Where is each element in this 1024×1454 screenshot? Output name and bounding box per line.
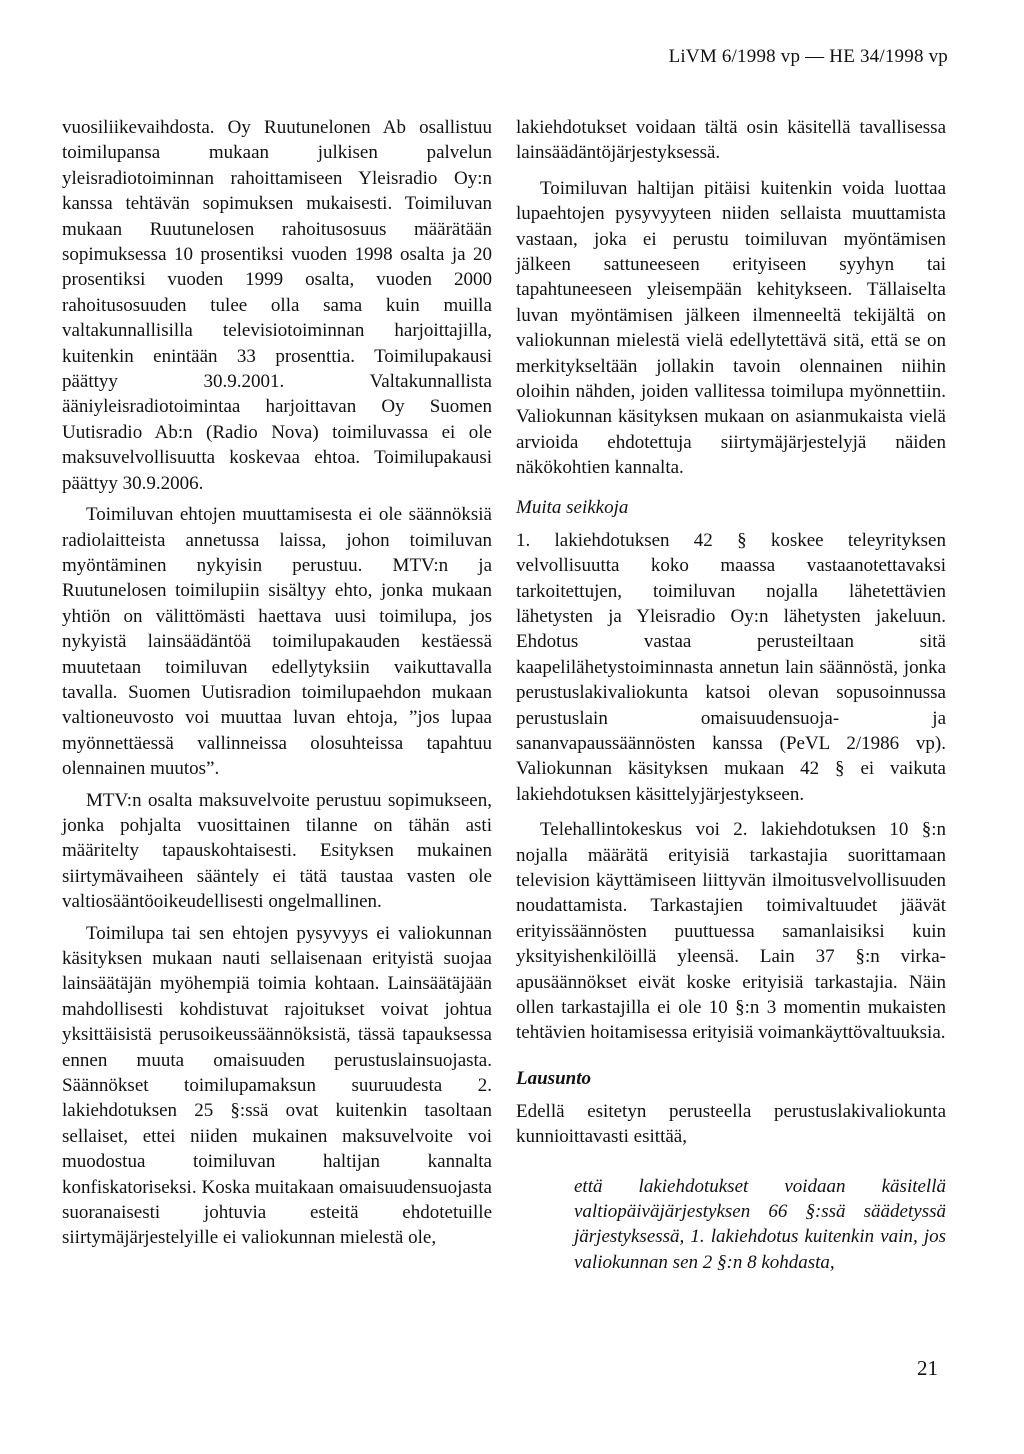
section-heading-other: Muita seikkoja (516, 496, 629, 518)
left-paragraph-3: MTV:n osalta maksuvelvoite perustuu sopimukseen, jonka pohjalta vuosittainen tilanne on tähän asti määritelty tapauskohtaisesti. Esityksen mukainen siirtymävaiheen sääntely ei tätä taustaa vasten ole valtiosääntöoikeudellisesti ongelmallinen. (62, 789, 492, 913)
section-heading-statement: Lausunto (516, 1067, 591, 1089)
left-paragraph-4: Toimilupa tai sen ehtojen pysyvyys ei valiokunnan käsityksen mukaan nauti sellaisenaan erityistä suojaa lainsäätäjän myöhempiä toimia kohtaan. Lainsäätäjään mahdollisesti kohdistuvat rajoitukset voivat johtua yksittäisistä perusoikeussäännöksistä, tässä tapauksessa ennen muuta omaisuuden perustuslainsuojasta. Säännökset toimilupamaksun suuruudesta 2. lakiehdotuksen 25 §:ssä ovat kuitenkin tasoltaan sellaiset, ettei niiden mukainen maksuvelvoite voi muodostua toimiluvan haltijan kannalta konfiskatoriseksi. Koska muitakaan omaisuudensuojasta suoranaisesti johtuvia esteitä ehdotetuille siirtymäjärjestelyille ei valiokunnan mielestä ole, (62, 922, 492, 1249)
right-column (516, 115, 946, 1275)
statement-text: että lakiehdotukset voidaan käsitellä valtiopäiväjärjestyksen 66 §:ssä säädetyssä järjestyksessä, 1. lakiehdotus kuitenkin vain, jos valiokunnan sen 2 §:n 8 kohdasta, (574, 1175, 946, 1273)
statement-intro: Edellä esitetyn perusteella perustuslakivaliokunta kunnioittavasti esittää, (516, 1100, 946, 1148)
page-number: 21 (917, 1356, 938, 1380)
left-paragraph-2: Toimiluvan ehtojen muuttamisesta ei ole säännöksiä radiolaitteista annetussa laissa, johon toimiluvan myöntäminen nykyisin perustuu. MTV:n ja Ruutunelosen toimilupiin sisältyy ehto, jonka mukaan yhtiön on välittömästi haettava uusi toimilupa, jos nykyistä lainsäädäntöä toimilupakauden kestäessä muutetaan toimiluvan edellytyksiin vaikuttavalla tavalla. Suomen Uutisradion toimilupaehdon mukaan valtioneuvosto voi muuttaa luvan ehtoja, ”jos lupaa myönnettäessä vallinneissa olosuhteissa tapahtuu olennainen muutos”. (62, 504, 492, 780)
left-column (62, 115, 492, 1257)
right-paragraph-1: lakiehdotukset voidaan tältä osin käsitellä tavallisessa lainsäädäntöjärjestyksessä. (516, 117, 946, 164)
left-paragraph-1: vuosiliikevaihdosta. Oy Ruutunelonen Ab osallistuu toimilupansa mukaan julkisen palvelun yleisradiotoiminnan rahoittamiseen Yleisradio Oy:n kanssa tehtävän sopimuksen mukaisesti. Toimiluvan mukaan Ruutunelosen rahoitusosuus määrätään sopimuksessa 10 prosentiksi vuoden 1998 osalta ja 20 prosentiksi vuoden 1999 osalta, vuoden 2000 rahoitusosuuden tulee olla sama kuin muilla valtakunnallisilla televisiotoiminnan harjoittajilla, kuitenkin enintään 33 prosenttia. Toimilupakausi päättyy 30.9.2001. Valtakunnallista ääniyleisradiotoimintaa harjoittavan Oy Suomen Uutisradio Ab:n (Radio Nova) toimiluvassa ei ole maksuvelvollisuutta koskevaa ehtoa. Toimilupakausi päättyy 30.9.2006. (62, 117, 492, 494)
running-title: LiVM 6/1998 vp — HE 34/1998 vp (668, 46, 948, 67)
other-paragraph-1: 1. lakiehdotuksen 42 § koskee teleyrityksen velvollisuutta koko maassa vastaanotettavaksi tarkoitettujen, toimiluvan nojalla lähetettävien lähetysten ja Yleisradio Oy:n lähetysten jakeluun. Ehdotus vastaa perusteiltaan sitä kaapelilähetystoiminnasta annetun lain säännöstä, jonka perustuslakivaliokunta katsoi olevan sopusoinnussa perustuslain omaisuudensuoja- ja sananvapaussäännösten kanssa (PeVL 2/1986 vp). Valiokunnan käsityksen mukaan 42 § ei vaikuta lakiehdotuksen käsittelyjärjestykseen. (516, 529, 946, 805)
other-paragraph-2: Telehallintokeskus voi 2. lakiehdotuksen 10 §:n nojalla määrätä erityisiä tarkastajia suorittamaan television käyttämiseen liittyvän ilmoitusvelvollisuuden noudattamista. Tarkastajien toimivaltuudet jäävät erityissäännösten puuttuessa samanlaisiksi kuin yksityishenkilöillä yleensä. Lain 37 §:n virka-apusäännökset eivät koske erityisiä tarkastajia. Näin ollen tarkastajilla ei ole 10 §:n 3 momentin mukaisten tehtävien hoitamisessa erityisiä voimankäyttövaltuuksia. (516, 819, 946, 1044)
right-paragraph-2: Toimiluvan haltijan pitäisi kuitenkin voida luottaa lupaehtojen pysyvyyteen niiden sellaista muuttamista vastaan, joka ei perustu toimiluvan myöntämisen jälkeen sattuneeseen erityiseen syyhyn tai tapahtuneeseen yleisempään kehitykseen. Tällaiselta luvan myöntämisen jälkeen ilmenneeltä tekijältä on valiokunnan mielestä vielä edellytettävä sitä, että se on merkitykseltään jollakin tavoin olennainen niihin oloihin nähden, joiden vallitessa toimilupa myönnettiin. Valiokunnan käsityksen mukaan on asianmukaista vielä arvioida ehdotettuja siirtymäjärjestelyjä näiden näkökohtien kannalta. (516, 177, 946, 479)
